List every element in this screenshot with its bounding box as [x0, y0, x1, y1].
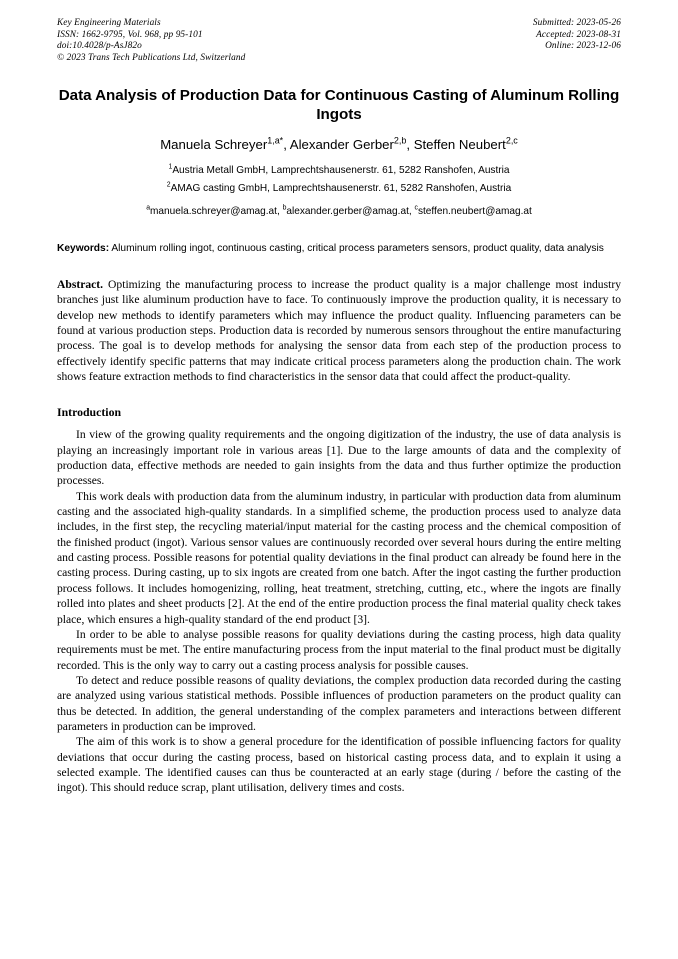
date-submitted: Submitted: 2023-05-26 [532, 18, 621, 28]
abstract-text: Optimizing the manufacturing process to increase the product quality is a major challenge most industry branches just like aluminum production have to face. To continuously improve the production quality, it is necessary to develop new methods to identify parameters which may influence the product quality. Influencing parameters can be found at various production steps. Production data is recorded by numerous sensors throughout the entire manufacturing process. The goal is to develop methods for analysing the sensor data from each step of the production process to effectively identify specific patterns that may indicate critical process parameters along the production chain. The work shows feature extraction methods to find characteristics in the sensor data that could affect the product-quality. [57, 277, 621, 384]
email-address: alexander.gerber@amag.at [286, 206, 409, 218]
author-name: Steffen Neubert [413, 137, 506, 153]
author-entry [160, 137, 283, 152]
email-marker: b [282, 205, 287, 213]
email-marker: c [414, 205, 418, 213]
publication-dates [533, 18, 621, 53]
paragraph: In order to be able to analyse possible reasons for quality deviations during the casting process, high data quality requirements must be met. The entire manufacturing process from the input material to the final product must be digitally recorded. This is the only way to carry out a casting process analysis for possible causes. [57, 627, 621, 672]
journal-issn: ISSN: 1662-9795, Vol. 968, pp 95-101 [57, 29, 203, 40]
journal-name: Key Engineering Materials [57, 18, 161, 28]
masthead [57, 18, 621, 64]
email-item [146, 206, 277, 217]
email-item [415, 206, 532, 217]
email-marker: a [146, 205, 151, 213]
affiliation-text: AMAG casting GmbH, Lamprechtshausenerstr. 61, 5282 Ranshofen, Austria [170, 182, 512, 194]
paragraph: The aim of this work is to show a general procedure for the identification of possible influencing factors for quality deviations that occur during the casting process, based on historical casting process data, and to explain it using a selected example. The identified causes can thus be counteracted at an early stage (during / before the casting of the ingot). This should reduce scrap, plant utilisation, delivery times and costs. [57, 735, 621, 795]
affiliation-text: Austria Metall GmbH, Lamprechtshausenerstr. 61, 5282 Ranshofen, Austria [172, 165, 510, 177]
journal-info [57, 18, 245, 64]
section-heading-introduction: Introduction [57, 405, 122, 420]
keywords-text: Aluminum rolling ingot, continuous casting, critical process parameters sensors, product quality, data analysis [111, 243, 604, 255]
journal-doi: doi:10.4028/p-AsJ82o [57, 41, 142, 52]
paragraph: This work deals with production data from the aluminum industry, in particular with production data from aluminum casting and the associated high-quality standards. In a simplified scheme, the production process used to analyze data includes, in the first step, the recycling material/input material for the casting process and the chemical composition of the finished product (ingot). Various sensor values are continuously recorded over several hours during the entire melting and casting process. Possible reasons for potential quality deviations in the final product can already be found here in the casting process. During casting, up to six ingots are created from one batch. After the ingot casting the further production process follows. It includes homogenizing, rolling, heat treatment, stretching, cutting, etc., where the ingots are finally rolled into plates and sheet products [2]. At the end of the entire production process the final material quality check takes place, which ensures a high-quality standard of the end product [3]. [57, 489, 621, 626]
keywords-label: Keywords: [57, 243, 110, 255]
author-entry [290, 137, 407, 152]
journal-copyright: © 2023 Trans Tech Publications Ltd, Switzerland [57, 52, 246, 63]
date-online: Online: 2023-12-06 [545, 41, 621, 52]
email-list: $^a$manuela.schreyer@amag.at, $^b$alexander.gerber@amag.at, $^c$steffen.neubert@amag.at [146, 205, 532, 218]
author-affiliation-marker: 2,c [505, 135, 518, 146]
email-item [283, 206, 409, 217]
email-address: steffen.neubert@amag.at [417, 206, 532, 218]
affiliation-item [57, 180, 621, 198]
abstract-label: Abstract. [57, 277, 104, 291]
affiliation-marker: 1 [168, 164, 173, 172]
keywords-section [57, 242, 621, 256]
paragraph: In view of the growing quality requirements and the ongoing digitization of the industry, the use of data analysis is playing an increasingly important role in various areas [1]. Due to the large amounts of data and the complexity of production data, effective methods are needed to gain insights from the data and thus further optimize the production processes. [57, 428, 621, 488]
date-accepted: Accepted: 2023-08-31 [536, 29, 621, 40]
abstract-section [57, 277, 621, 384]
author-list: Manuela Schreyer$^{1,a*}$, Alexander Gerber$^{2,b}$, Steffen Neubert$^{2,c}$ [160, 135, 518, 153]
author-name: Manuela Schreyer [160, 137, 268, 153]
author-entry [414, 137, 518, 152]
page-title: Data Analysis of Production Data for Continuous Casting of Aluminum Rolling Ingots [58, 87, 620, 124]
author-affiliation-marker: 1,a* [267, 135, 284, 146]
paragraph: To detect and reduce possible reasons of quality deviations, the complex production data recorded during the casting are analyzed using various statistical methods. Possible influences of production parameters on the product quality can thus be detected. In addition, the general understanding of the complex parameters and interactions between different parameters in production can be improved. [57, 673, 621, 733]
affiliation-list [57, 162, 621, 197]
email-address: manuela.schreyer@amag.at [150, 206, 277, 218]
author-affiliation-marker: 2,b [393, 135, 407, 146]
affiliation-marker: 2 [166, 181, 171, 189]
affiliation-item [57, 162, 621, 180]
author-name: Alexander Gerber [289, 137, 394, 153]
